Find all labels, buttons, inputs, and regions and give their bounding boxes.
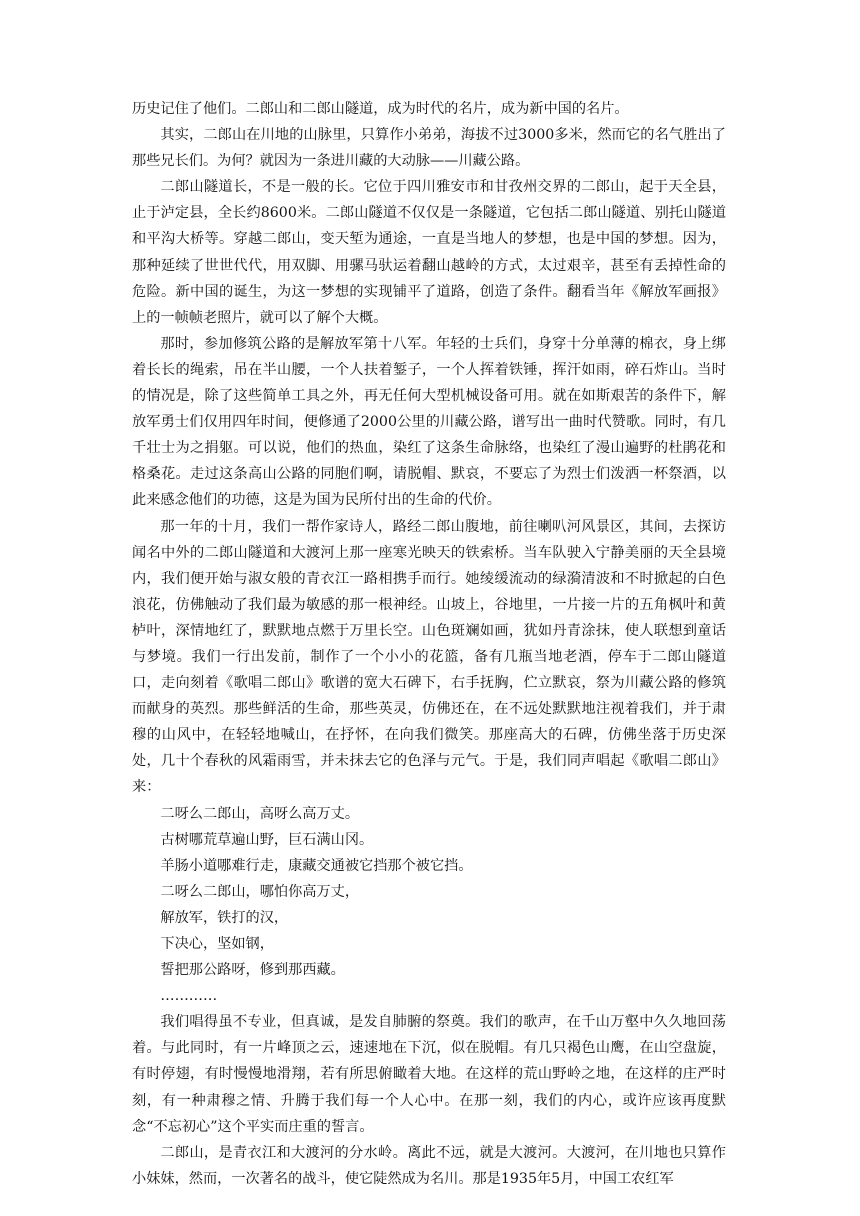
song-line: 解放军，铁打的汉， bbox=[160, 909, 289, 926]
song-line: 二呀么二郎山，哪怕你高万丈， bbox=[160, 883, 360, 900]
paragraph-erlangshan-fame: 其实，二郎山在川地的山脉里，只算作小弟弟，海拔不过3000多米，然而它的名气胜出了那些兄长们。为何？就因为一条进川藏的大动脉——川藏公路。 bbox=[132, 127, 726, 170]
song-line: 二呀么二郎山，高呀么高万丈。 bbox=[160, 805, 360, 822]
paragraph-intro: 历史记住了他们。二郎山和二郎山隧道，成为时代的名片，成为新中国的名片。 bbox=[132, 101, 629, 117]
song-line: 下决心，坚如钢， bbox=[160, 936, 274, 952]
song-lyrics bbox=[132, 801, 726, 1010]
song-line: 羊肠小道哪难行走，康藏交通被它挡那个被它挡。 bbox=[160, 857, 473, 874]
paragraph-road-building: 那时，参加修筑公路的是解放军第十八军。年轻的士兵们，身穿十分单薄的棉衣，身上绑着长长的绳索，吊在半山腰，一个人扶着錾子，一个人挥着铁锤，挥汗如雨，碎石炸山。当时的情况是，除了这些简单工具之外，再无任何大型机械设备可用。就在如斯艰苦的条件下，解放军勇士们仅用四年时间，便修通了2000公里的川藏公路，谱写出一曲时代赞歌。同时，有几千壮士为之捐躯。可以说，他们的热血，染红了这条生命脉络，也染红了漫山遍野的杜鹃花和格桑花。走过这条高山公路的同胞们啊，请脱帽、默哀，不要忘了为烈士们泼洒一杯祭酒，以此来感念他们的功德，这是为国为民所付出的生命的代价。 bbox=[132, 335, 726, 509]
song-line: 誓把那公路呀，修到那西藏。 bbox=[160, 962, 345, 979]
paragraph-october-visit: 那一年的十月，我们一帮作家诗人，路经二郎山腹地，前往喇叭河风景区，其间，去探访闻名中外的二郎山隧道和大渡河上那一座寒光映天的铁索桥。当车队驶入宁静美丽的天全县境内，我们便开始与淑女般的青衣江一路相携手而行。她绫缓流动的绿漪清波和不时掀起的白色浪花，仿佛触动了我们最为敏感的那一根神经。山坡上，谷地里，一片接一片的五角枫叶和黄栌叶，深情地红了，默默地点燃于万里长空。山色斑斓如画，犹如丹青涂抹，使人联想到童话与梦境。我们一行出发前，制作了一个小小的花篮，备有几瓶当地老酒，停车于二郎山隧道口，走向刻着《歌唱二郎山》歌谱的宽大石碑下，右手抚胸，伫立默哀，祭为川藏公路的修筑而献身的英烈。那些鲜活的生命，那些英灵，仿佛还在，在不远处默默地注视着我们，并于肃穆的山风中，在轻轻地喊山，在抒怀，在向我们微笑。那座高大的石碑，仿佛坐落于历史深处，几十个春秋的风霜雨雪，并未抹去它的色泽与元气。于是，我们同声唱起《歌唱二郎山》来： bbox=[132, 518, 726, 796]
document-page bbox=[132, 96, 726, 1192]
paragraph-singing: 我们唱得虽不专业，但真诚，是发自肺腑的祭奠。我们的歌声，在千山万壑中久久地回荡着。与此同时，有一片峰顶之云，速速地在下沉，似在脱帽。有几只褐色山鹰，在山空盘旋，有时停翅，有时慢慢地滑翔，若有所思俯瞰着大地。在这样的荒山野岭之地，在这样的庄严时刻，有一种肃穆之情、升腾于我们每一个人心中。在那一刻，我们的内心，或许应该再度默念“不忘初心”这个平实而庄重的誓言。 bbox=[132, 1014, 726, 1135]
song-ellipsis: ………… bbox=[160, 988, 218, 1005]
paragraph-dadu-river: 二郎山，是青衣江和大渡河的分水岭。离此不远，就是大渡河。大渡河，在川地也只算作小妹妹，然而，一次著名的战斗，使它陡然成为名川。那是1935年5月，中国工农红军 bbox=[132, 1144, 726, 1187]
paragraph-tunnel: 二郎山隧道长，不是一般的长。它位于四川雅安市和甘孜州交界的二郎山，起于天全县，止于泸定县，全长约8600米。二郎山隧道不仅仅是一条隧道，它包括二郎山隧道、别托山隧道和平沟大桥等。穿越二郎山，变天堑为通途，一直是当地人的梦想，也是中国的梦想。因为，那种延续了世世代代，用双脚、用骡马驮运着翻山越岭的方式，太过艰辛，甚至有丢掉性命的危险。新中国的诞生，为这一梦想的实现铺平了道路，创造了条件。翻看当年《解放军画报》上的一帧帧老照片，就可以了解个大概。 bbox=[132, 179, 726, 326]
song-line: 古树哪荒草遍山野，巨石满山冈。 bbox=[160, 831, 374, 848]
